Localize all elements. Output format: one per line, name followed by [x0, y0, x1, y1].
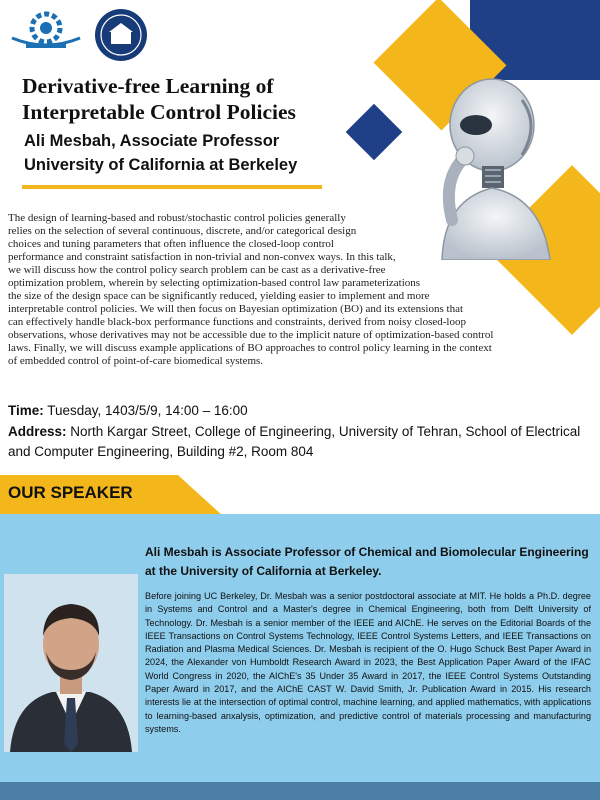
abstract-line: observations, whose derivatives may not be accessible due to the implicit nature of optimization-based control	[8, 329, 494, 341]
address-label: Address:	[8, 424, 67, 439]
speaker-name: Ali Mesbah, Associate Professor	[24, 132, 280, 150]
abstract-line: interpretable control policies. We will then focus on Bayesian optimization (BO) and its extensions that	[8, 303, 464, 315]
our-speaker-heading: OUR SPEAKER	[8, 483, 133, 502]
speaker-bio-heading: Ali Mesbah is Associate Professor of Chemical and Biomolecular Engineering at the University of California at Berkeley.	[145, 545, 589, 578]
time-label: Time:	[8, 403, 44, 418]
abstract	[8, 212, 590, 368]
abstract-line: performance and constraint satisfaction in non-trivial and non-convex ways. In this talk,	[8, 251, 396, 263]
speaker-photo	[4, 574, 138, 752]
abstract-line: of embedded control of point-of-care biomedical systems.	[8, 355, 264, 367]
abstract-line: choices and tuning parameters that often influence the closed-loop control	[8, 238, 334, 250]
abstract-line: the size of the design space can be significantly reduced, yielding easier to implement and more	[8, 290, 430, 302]
abstract-line: The design of learning-based and robust/stochastic control policies generally	[8, 212, 346, 224]
speaker-affiliation: University of California at Berkeley	[24, 156, 298, 174]
abstract-line: we will discuss how the control policy search problem can be cast as a derivative-free	[8, 264, 386, 276]
abstract-line: can effectively handle black-box performance functions and constraints, derived from noisy closed-loop	[8, 316, 466, 328]
engineering-gear-icon	[10, 8, 82, 56]
abstract-line: laws. Finally, we will discuss example applications of BO approaches to control policy learning in the context	[8, 342, 492, 354]
time-value: Tuesday, 1403/5/9, 14:00 – 16:00	[43, 403, 248, 418]
panel-footer-strip	[0, 782, 600, 800]
talk-title-line-2: Interpretable Control Policies	[22, 100, 296, 124]
address-value: North Kargar Street, College of Engineering, University of Tehran, School of Electrical and Computer Engineering, Building #2, Room 804	[8, 424, 581, 459]
talk-title	[22, 73, 362, 125]
title-underline	[22, 185, 322, 189]
abstract-line: relies on the selection of several continuous, discrete, and/or categorical design	[8, 225, 357, 237]
university-seal-icon	[94, 8, 148, 62]
abstract-line: optimization problem, wherein by selecting optimization-based control law parameterizations	[8, 277, 421, 289]
speaker-bio: Before joining UC Berkeley, Dr. Mesbah was a senior postdoctoral associate at MIT. He holds a Ph.D. degree in Systems and Control and a Master's degree in Chemical Engineering, both from Delft University of Technology. Dr. Mesbah is a senior member of the IEEE and AIChE. He serves on the Editorial Boards of the IEEE Transactions on Control Systems Technology, IEEE Control Systems Letters, and IEEE Transactions on Radiation and Plasma Medical Sciences. Dr. Mesbah is recipient of the O. Hugo Schuck Best Paper Award in 2024, the Alexander von Humboldt Research Award in 2023, the Best Application Paper Award of the IFAC World Congress in 2020, the AIChE's 35 Under 35 Award in 2017, the IEEE Control Systems Outstanding Paper Award in 2017, and the AIChE CAST W. David Smith, Jr. Publication Award in 2015. His research interests lie at the intersection of optimal control, machine learning, and applied mathematics, with applications to learning-based anxalysis, optimization, and predictive control of materials processing and manufacturing systems.	[145, 591, 591, 734]
event-time	[8, 402, 248, 420]
talk-title-line-1: Derivative-free Learning of	[22, 74, 274, 98]
event-address	[8, 422, 592, 462]
